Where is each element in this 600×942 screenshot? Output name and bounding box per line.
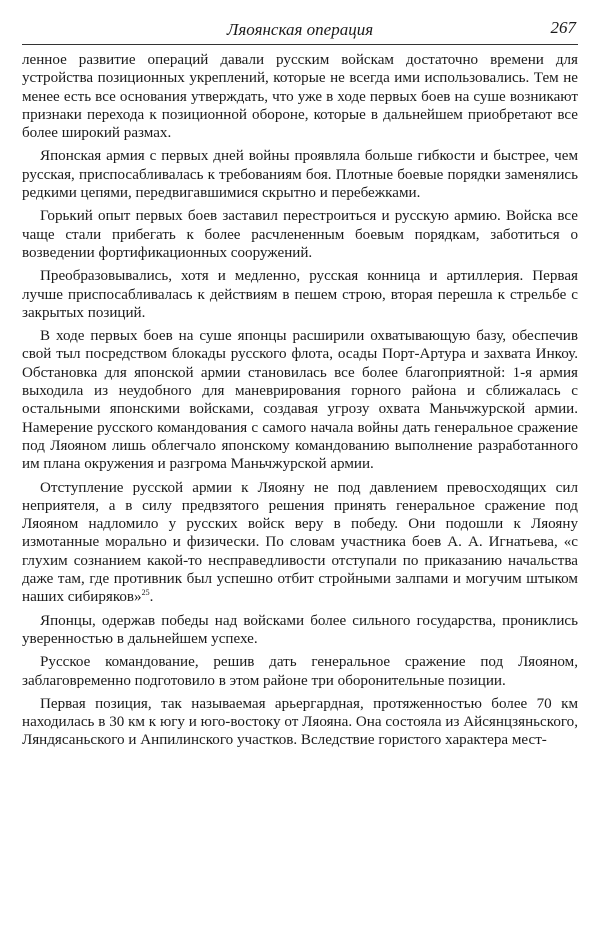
book-page	[22, 14, 578, 934]
paragraph-continues: Первая позиция, так называемая арьергардная, протяженностью более 70 км находилась в 30 км к югу и юго-востоку от Ляояна. Она состояла из Айсянцзяньского, Ляндясаньского и Анпилинского участков. Вследствие гористого характера мест-	[22, 695, 578, 749]
paragraph-continued: ленное развитие операций давали русским войскам достаточно времени для устройства позиционных укреплений, которые не всегда ими использовались. Тем не менее есть все основания утверждать, что уже в ходе первых боев на суше возникают признаки перехода к позиционной обороне, которые в дальнейшем приобретают все более широкий размах.	[22, 52, 578, 142]
paragraph: Японцы, одержав победы над войсками более сильного государства, прониклись уверенностью в дальнейшем успехе.	[22, 612, 578, 647]
page-header	[22, 14, 578, 45]
paragraph-with-quote: Отступление русской армии к Ляояну не под давлением превосходящих сил неприятеля, а в силу предвзятого решения принять генеральное сражение под Ляояном надломило у русских войск веру в победу. Они подошли к Ляояну измотанные морально и физически. По словам участника боев А. А. Игнатьева, «с глухим сознанием какой-то несправедливости отступали по приказанию начальства даже там, где противник был успешно отбит стройными залпами и могучим штыком наших сибиряков»$^{25}$.	[22, 479, 578, 606]
paragraph: Русское командование, решив дать генеральное сражение под Ляояном, заблаговременно подготовило в этом районе три оборонительные позиции.	[22, 654, 578, 689]
paragraph: Японская армия с первых дней войны проявляла больше гибкости и быстрее, чем русская, приспосабливалась к требованиям боя. Плотные боевые порядки заменялись редкими цепями, передвигавшимися скрытно и перебежками.	[22, 148, 578, 202]
paragraph: В ходе первых боев на суше японцы расширили охватывающую базу, обеспечив свой тыл посредством блокады русского флота, осады Порт-Артура и захвата Инкоу. Обстановка для японской армии становилась все более благоприятной: 1-я армия выходила из неудобного для маневрирования горного района и сближалась с остальными японскими войсками, создавая угрозу охвата Маньчжурской армии. Намерение русского командования с самого начала войны дать генеральное сражение под Ляояном лишь облегчало японскому командованию выполнение разработанного им плана окружения и разгрома Маньчжурской армии.	[22, 328, 578, 473]
running-title: Ляоянская операция	[226, 20, 374, 39]
paragraph: Преобразовывались, хотя и медленно, русская конница и артиллерия. Первая лучше приспосабливалась к действиям в пешем строю, вторая перешла к стрельбе с закрытых позиций.	[22, 268, 578, 321]
page-number: 267	[550, 18, 576, 37]
footnote-reference: 25	[141, 588, 150, 598]
paragraph-text: Отступление русской армии к Ляояну не под давлением превосходящих сил неприятеля, а в силу предвзятого решения принять генеральное сражение под Ляояном надломило у русских войск веру в победу. Они подошли к Ляояну измотанные морально и физически. По словам участника боев А. А. Игнатьева, «с глухим сознанием какой-то несправедливости отступали по приказанию начальства даже там, где противник был успешно отбит стройными залпами и могучим штыком наших сибиряков»	[22, 479, 578, 606]
body-text	[22, 51, 578, 750]
paragraph: Горький опыт первых боев заставил перестроиться и русскую армию. Войска все чаще стали прибегать к более расчлененным боевым порядкам, заботиться о возведении фортификационных сооружений.	[22, 208, 578, 261]
